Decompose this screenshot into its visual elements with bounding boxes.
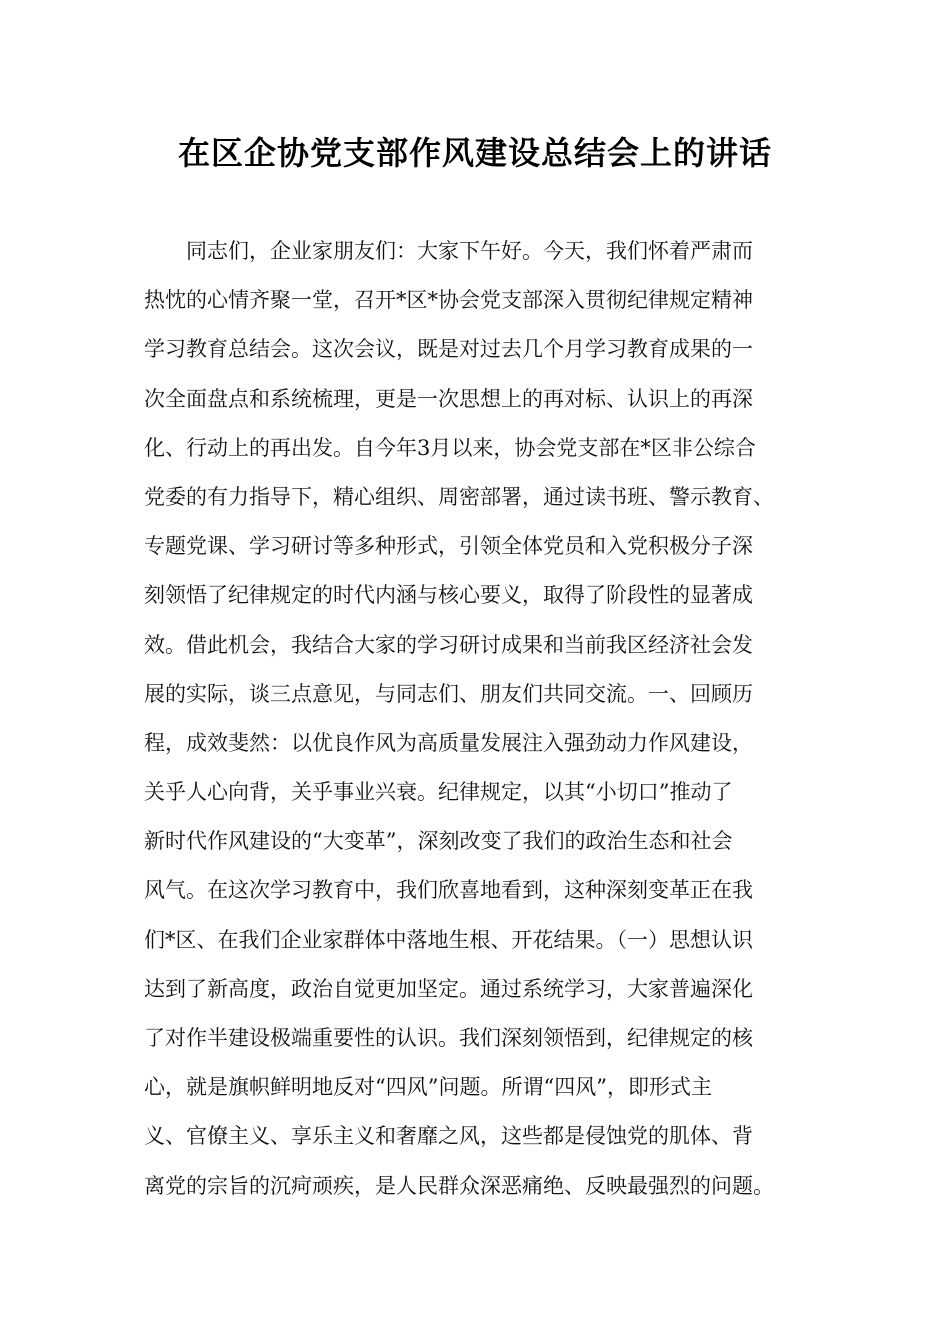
text-line: 离党的宗旨的沉疴顽疾，是人民群众深恶痛绝、反映最强烈的问题。 [144, 1173, 774, 1198]
text-line: 新时代作风建设的“大变革”，深刻改变了我们的政治生态和社会 [144, 829, 733, 854]
document-body [144, 227, 824, 1211]
text-line: 关乎人心向背，关乎事业兴衰。纪律规定，以其“小切口”推动了 [144, 780, 733, 805]
text-line: 展的实际，谈三点意见，与同志们、朋友们共同交流。一、回顾历 [144, 681, 753, 706]
document-title: 在区企协党支部作风建设总结会上的讲话 [177, 134, 772, 172]
text-line: 程，成效斐然：以优良作风为高质量发展注入强劲动力作风建设， [144, 730, 753, 755]
text-line: 学习教育总结会。这次会议，既是对过去几个月学习教育成果的一 [144, 337, 753, 362]
text-line: 党委的有力指导下，精心组织、周密部署，通过读书班、警示教育、 [144, 484, 774, 509]
text-line: 风气。在这次学习教育中，我们欣喜地看到，这种深刻变革正在我 [144, 878, 753, 903]
text-line: 专题党课、学习研讨等多种形式，引领全体党员和入党积极分子深 [144, 534, 753, 559]
text-line: 效。借此机会，我结合大家的学习研讨成果和当前我区经济社会发 [144, 632, 753, 657]
text-line: 心，就是旗帜鲜明地反对“四风”问题。所谓“四风”，即形式主 [144, 1075, 712, 1100]
text-line: 了对作半建设极端重要性的认识。我们深刻领悟到，纪律规定的核 [144, 1026, 753, 1050]
text-line: 热忱的心情齐聚一堂，召开*区*协会党支部深入贯彻纪律规定精神 [144, 288, 753, 313]
text-line: 次全面盘点和系统梳理，更是一次思想上的再对标、认识上的再深 [144, 386, 753, 411]
text-line: 刻领悟了纪律规定的时代内涵与核心要义，取得了阶段性的显著成 [144, 583, 753, 608]
text-line: 达到了新高度，政治自觉更加坚定。通过系统学习，大家普遍深化 [144, 976, 753, 1001]
text-line: 义、官僚主义、享乐主义和奢靡之风，这些都是侵蚀党的肌体、背 [144, 1124, 753, 1149]
text-line: 同志们，企业家朋友们：大家下午好。今天，我们怀着严肃而 [186, 239, 753, 263]
text-line: 化、行动上的再出发。自今年3月以来，协会党支部在*区非公综合 [144, 435, 756, 460]
text-line: 们*区、在我们企业家群体中落地生根、开花结果。（一）思想认识 [144, 927, 753, 952]
